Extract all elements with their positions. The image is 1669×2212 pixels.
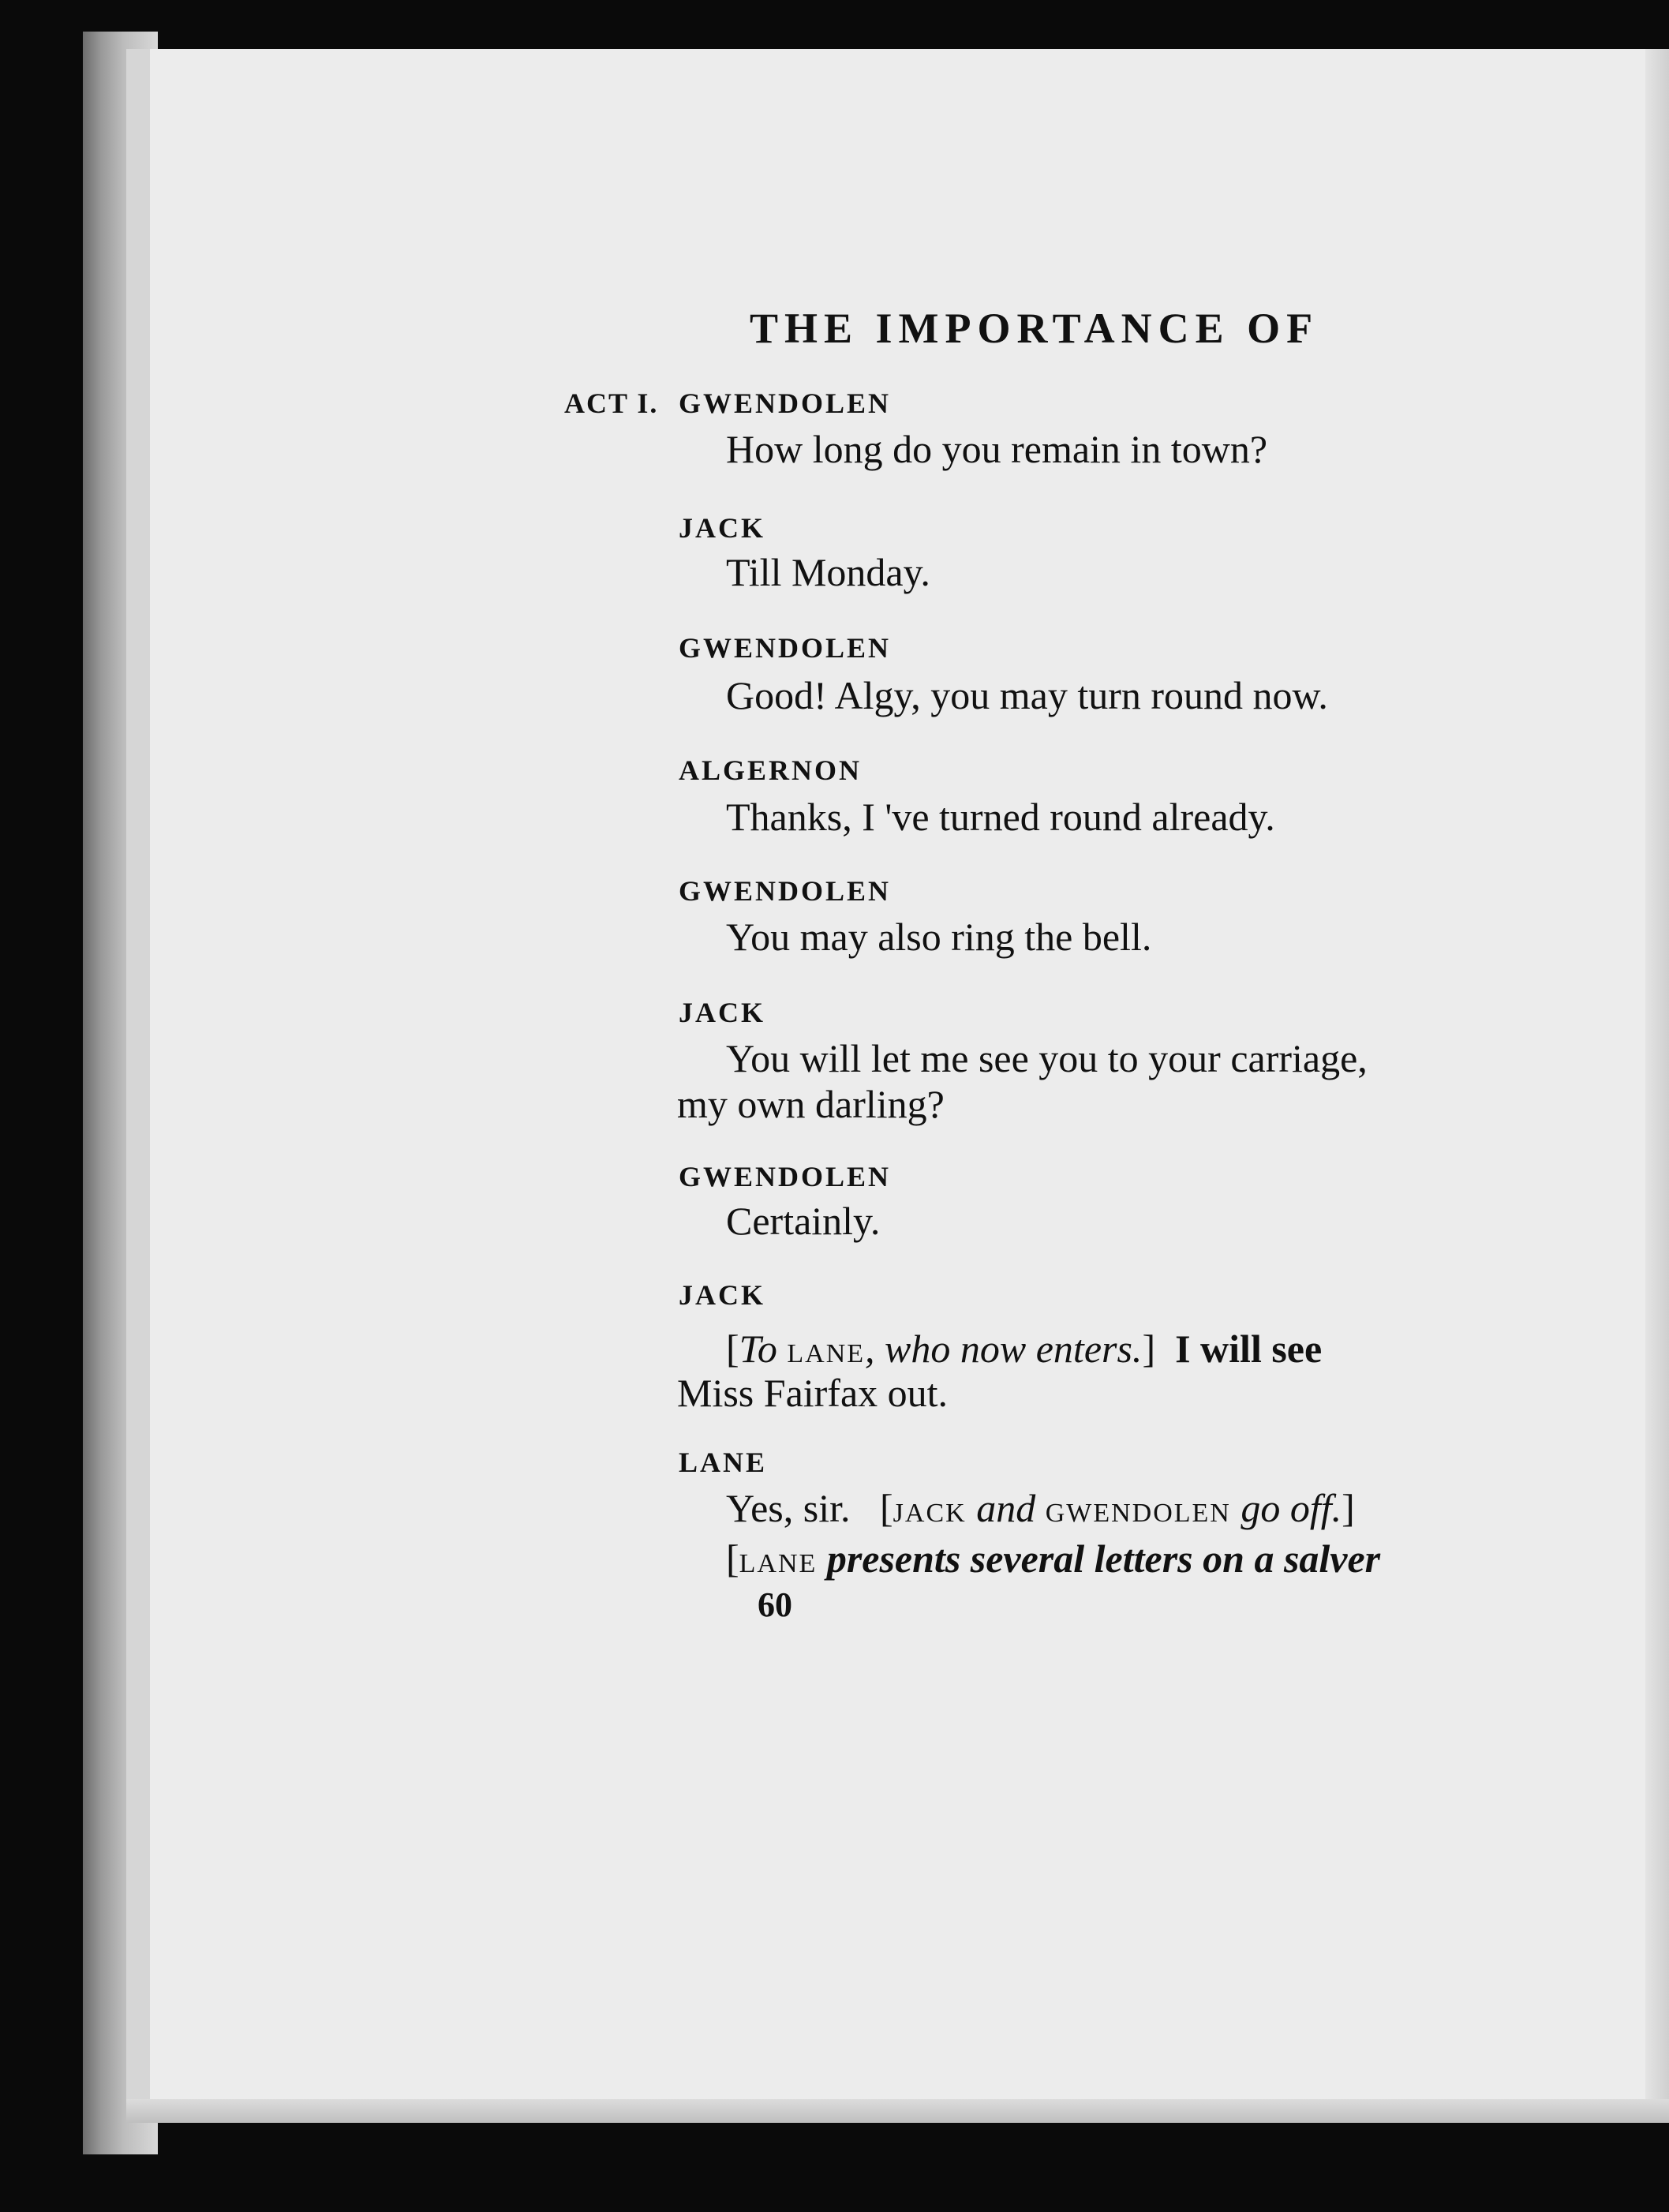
running-head: THE IMPORTANCE OF: [750, 305, 1319, 352]
stage-direction-bracket: [: [726, 1327, 739, 1371]
speaker-name: GWENDOLEN: [679, 1161, 892, 1192]
dialogue-line: [726, 1485, 1355, 1531]
speaker-name: LANE: [679, 1447, 768, 1478]
page-number: 60: [758, 1585, 792, 1624]
stage-direction-character: LANE: [787, 1339, 866, 1368]
dialogue-line: Till Monday.: [726, 550, 930, 594]
dialogue-line: Thanks, I 've turned round already.: [726, 795, 1275, 839]
stage-direction-bracket: ]: [1142, 1327, 1156, 1371]
act-label: ACT I.: [564, 387, 659, 419]
stage-direction-bracket: [: [880, 1486, 893, 1530]
stage-direction-text: , who now enters.: [865, 1327, 1143, 1371]
speaker-name: JACK: [679, 1279, 765, 1311]
dialogue-text: I will see: [1175, 1327, 1323, 1371]
stage-direction-text: To: [739, 1327, 777, 1371]
speaker-name: GWENDOLEN: [679, 632, 892, 664]
stage-direction-text: go off.: [1241, 1486, 1342, 1530]
stage-direction-character: LANE: [739, 1549, 818, 1578]
stage-direction-character: GWENDOLEN: [1045, 1499, 1231, 1528]
dialogue-line: [726, 1326, 1322, 1372]
speaker-name: JACK: [679, 512, 765, 544]
speaker-name: JACK: [679, 997, 765, 1028]
dialogue-line: How long do you remain in town?: [726, 427, 1268, 471]
dialogue-line: You will let me see you to your carriage,: [726, 1036, 1368, 1080]
stage-direction-bracket: ]: [1342, 1486, 1355, 1530]
dialogue-line: Miss Fairfax out.: [677, 1371, 949, 1415]
stage-direction-character: JACK: [893, 1499, 967, 1528]
dialogue-line: You may also ring the bell.: [726, 915, 1152, 959]
dialogue-line: [726, 1536, 1380, 1581]
dialogue-line: Certainly.: [726, 1199, 881, 1243]
stage-direction-text: and: [976, 1486, 1036, 1530]
dialogue-line: Good! Algy, you may turn round now.: [726, 673, 1328, 717]
speaker-name: ALGERNON: [679, 754, 863, 786]
stage-direction-text: presents several letters on a salver: [826, 1536, 1381, 1581]
stage-direction-bracket: [: [726, 1536, 739, 1581]
dialogue-line: my own darling?: [677, 1082, 945, 1126]
speaker-name: GWENDOLEN: [679, 387, 892, 419]
speaker-name: GWENDOLEN: [679, 875, 892, 907]
dialogue-text: Yes, sir.: [726, 1486, 851, 1530]
